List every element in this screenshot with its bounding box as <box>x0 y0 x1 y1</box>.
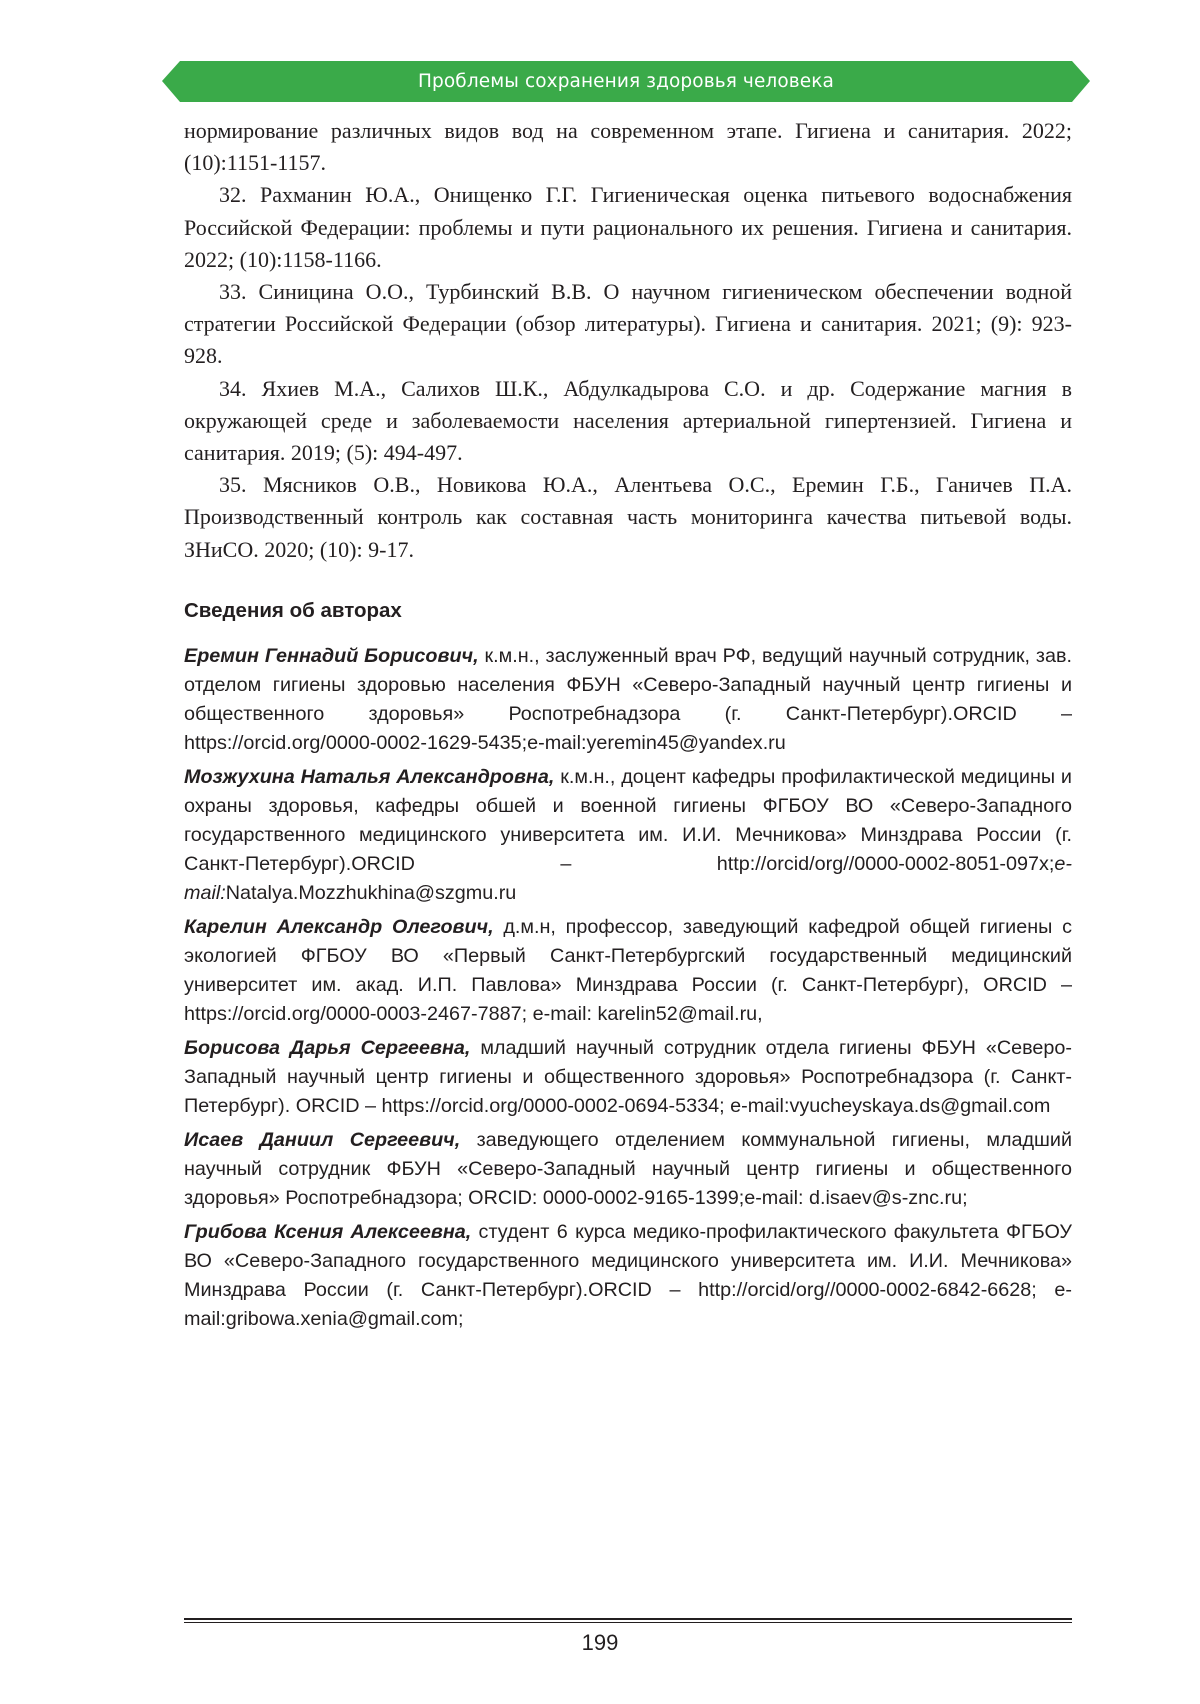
reference-item: 32. Рахманин Ю.А., Онищенко Г.Г. Гигиеническая оценка питьевого водоснабжения Российской Федерации: проблемы и пути рационального их решения. Гигиена и санитария. 2022; (10):1158-1166. <box>184 179 1072 276</box>
authors-list <box>184 642 1072 1339</box>
authors-heading: Сведения об авторах <box>184 597 402 625</box>
author-entry <box>184 642 1072 758</box>
author-details: к.м.н., заслуженный врач РФ, ведущий научный сотрудник, зав. отделом гигиены здоровью населения ФБУН «Северо-Западный научный центр гигиены и общественного здоровья» Роспотребнадзора (г. Санкт-Петербург).ORCID – https://orcid.org/0000-0002-1629-5435;e-mail:yeremin45@yandex.ru <box>184 645 1072 754</box>
author-details: младший научный сотрудник отдела гигиены ФБУН «Северо-Западный научный центр гигиены и общественного здоровья» Роспотребнадзора (г. Санкт-Петербург). ORCID – https://orcid.org/0000-0002-0694-5334; e-mail:vyucheyskaya.ds@gmail.com <box>184 1037 1072 1117</box>
author-entry <box>184 913 1072 1029</box>
author-details: к.м.н., доцент кафедры профилактической медицины и охраны здоровья, кафедры обшей и военной гигиены ФГБОУ ВО «Северо-Западного государственного медицинского университета им. И.И. Мечникова» Минздрава России (г. Санкт-Петербург).ORCID – http://orcid/org//0000-0002-8051-097х; <box>184 766 1072 875</box>
author-entry <box>184 1218 1072 1334</box>
author-details: студент 6 курса медико-профилактического факультета ФГБОУ ВО «Северо-Западного государственного медицинского университета им. И.И. Мечникова» Минздрава России (г. Санкт-Петербург).ORCID – http://orcid/org//0000-0002-6842-6628; e-mail:gribowa.xenia@gmail.com; <box>184 1221 1072 1330</box>
author-entry <box>184 1126 1072 1213</box>
footer-rule <box>184 1622 1072 1623</box>
reference-continuation: нормирование различных видов вод на современном этапе. Гигиена и санитария. 2022; (10):1151-1157. <box>184 115 1072 179</box>
author-entry <box>184 1034 1072 1121</box>
author-name: Грибова Ксения Алексеевна, <box>184 1221 471 1243</box>
author-details: д.м.н, профессор, заведующий кафедрой общей гигиены с экологией ФГБОУ ВО «Первый Санкт-Петербургский государственный медицинский университет им. акад. И.П. Павлова» Минздрава России (г. Санкт-Петербург), ORCID –https://orcid.org/0000-0003-2467-7887; e-mail: karelin52@mail.ru, <box>184 916 1072 1025</box>
email-label: e-mail: <box>184 853 1072 904</box>
author-name: Борисова Дарья Сергеевна, <box>184 1037 470 1059</box>
reference-item: 34. Яхиев М.А., Салихов Ш.К., Абдулкадырова С.О. и др. Содержание магния в окружающей среде и заболеваемости населения артериальной гипертензией. Гигиена и санитария. 2019; (5): 494-497. <box>184 373 1072 470</box>
header-banner <box>180 61 1072 102</box>
author-name: Еремин Геннадий Борисович, <box>184 645 479 667</box>
author-entry <box>184 763 1072 908</box>
footer-rule <box>184 1618 1072 1620</box>
author-name: Исаев Даниил Сергеевич, <box>184 1129 460 1151</box>
author-email: Natalya.Mozzhukhina@szgmu.ru <box>226 882 517 904</box>
author-name: Мозжухина Наталья Александровна, <box>184 766 554 788</box>
author-details: заведующего отделением коммунальной гигиены, младший научный сотрудник ФБУН «Северо-Западный научный центр гигиены и общественного здоровья» Роспотребнадзора; ORCID: 0000-0002-9165-1399;e-mail: d.isaev@s-znc.ru; <box>184 1129 1072 1209</box>
reference-item: 35. Мясников О.В., Новикова Ю.А., Алентьева О.С., Еремин Г.Б., Ганичев П.А. Производственный контроль как составная часть мониторинга качества питьевой воды. ЗНиСО. 2020; (10): 9-17. <box>184 469 1072 566</box>
running-title: Проблемы сохранения здоровья человека <box>180 70 1072 94</box>
page-number: 199 <box>0 1628 1200 1658</box>
references-list <box>184 115 1072 566</box>
reference-item: 33. Синицина О.О., Турбинский В.В. О научном гигиеническом обеспечении водной стратегии Российской Федерации (обзор литературы). Гигиена и санитария. 2021; (9): 923-928. <box>184 276 1072 373</box>
author-name: Карелин Александр Олегович, <box>184 916 494 938</box>
